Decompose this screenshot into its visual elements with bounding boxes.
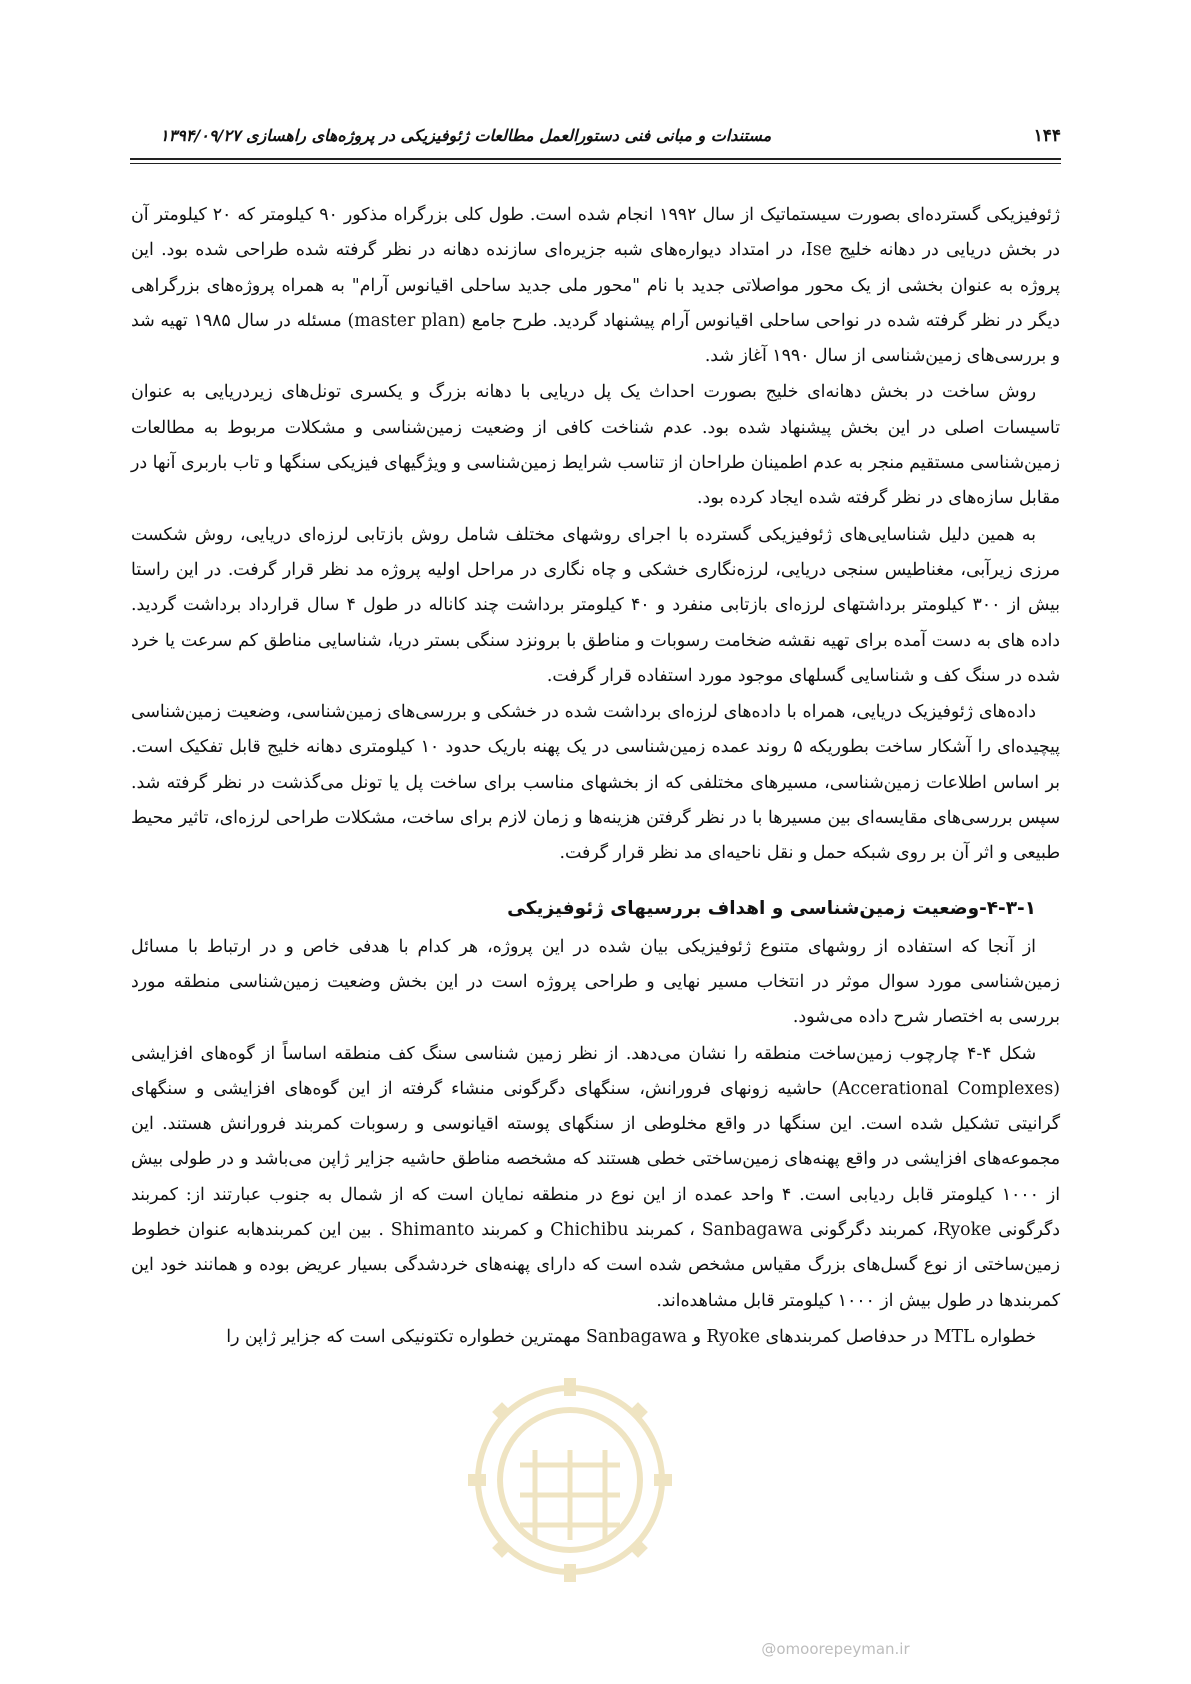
- paragraph: داده‌های ژئوفیزیک دریایی، همراه با داده‌های لرزه‌ای برداشت شده در خشکی و بررسی‌های زمین‌شناسی، وضعیت زمین‌شناسی پیچیده‌ای را آشکار ساخت بطوریکه ۵ روند عمده زمین‌شناسی در یک پهنه باریک حدود ۱۰ کیلومتری دهانه خلیج قابل تفکیک است. بر اساس اطلاعات زمین‌شناسی، مسیرهای مختلفی که از بخشهای مناسب برای ساخت پل یا تونل می‌گذشت در نظر گرفته شد. سپس بررسی‌های مقایسه‌ای بین مسیرها با در نظر گرفتن هزینه‌ها و زمان لازم برای ساخت، مشکلات طراحی لرزه‌ای، تاثیر محیط طبیعی و اثر آن بر روی شبکه حمل و نقل ناحیه‌ای مد نظر قرار گرفت.: [131, 702, 1060, 864]
- header-title: مستندات و مبانی فنی دستورالعمل مطالعات ژئوفیزیکی در پروژه‌های راهسازی: [246, 126, 772, 145]
- header-rule-thin: [130, 163, 1061, 164]
- header-rule-thick: [130, 158, 1061, 160]
- watermark-site-label: @omoorepeyman.ir: [761, 1640, 910, 1658]
- watermark-site: [0, 1640, 1191, 1658]
- paragraph: شکل ۴-۴ چارچوب زمین‌ساخت منطقه را نشان می‌دهد. از نظر زمین شناسی سنگ کف منطقه اساساً از گوه‌های افزایشی (Accerational Complexes) حاشیه زونهای فرورانش، سنگهای دگرگونی منشاء گرفته از این گوه‌های افزایشی و سنگهای گرانیتی تشکیل شده است. این سنگها در واقع مخلوطی از سنگهای پوسته اقیانوسی و رسوبات کمربند فرورانش هستند. این مجموعه‌های افزایشی در واقع پهنه‌های زمین‌ساختی خطی هستند که مشخصه مناطق حاشیه جزایر ژاپن می‌باشد و در طولی بیش از ۱۰۰۰ کیلومتر قابل ردیابی است. ۴ واحد عمده از این نوع در منطقه نمایان است که از شمال به جنوب عبارتند از: کمربند دگرگونی Ryoke، کمربند دگرگونی Sanbagawa ، کمربند Chichibu و کمربند Shimanto . بین این کمربندهابه عنوان خطوط زمین‌ساختی از نوع گسل‌های بزرگ مقیاس مشخص شده است که دارای پهنه‌های خردشدگی بسیار عریض بوده و همانند خود این کمربندها در طول بیش از ۱۰۰۰ کیلومتر قابل مشاهده‌اند.: [131, 1043, 1061, 1311]
- header-date: ۱۳۹۴/۰۹/۲۷: [160, 126, 241, 145]
- at-icon: @: [761, 1640, 777, 1658]
- paragraph: ژئوفیزیکی گسترده‌ای بصورت سیستماتیک از سال ۱۹۹۲ انجام شده است. طول کلی بزرگراه مذکور ۹۰ کیلومتر که ۲۰ کیلومتر آن در بخش دریایی در دهانه خلیج Ise، در امتداد دیواره‌های شبه جزیره‌ای سازنده دهانه در نظر گرفته شده طراحی شده بود. این پروژه به عنوان بخشی از یک محور مواصلاتی جدید با نام "محور ملی جدید ساحلی اقیانوس آرام" به همراه پروژه‌های بزرگراهی دیگر در نظر گرفته شده در نواحی ساحلی اقیانوس آرام پیشنهاد گردید. طرح جامع (master plan) مسئله در سال ۱۹۸۵ تهیه شد و بررسی‌های زمین‌شناسی از سال ۱۹۹۰ آغاز شد.: [131, 205, 1061, 367]
- gear-logo-icon: [465, 1370, 675, 1630]
- running-title: [130, 126, 771, 145]
- paragraph: از آنجا که استفاده از روشهای متنوع ژئوفیزیکی بیان شده در این پروژه، هر کدام با هدفی خاص و در ارتباط با مسائل زمین‌شناسی مورد سوال موثر در انتخاب مسیر نهایی و طراحی پروژه است در این بخش وضعیت زمین‌شناسی منطقه مورد بررسی به اختصار شرح داده می‌شود.: [131, 936, 1060, 1028]
- page-body: [131, 198, 1060, 1356]
- paragraph: خطواره MTL در حدفاصل کمربندهای Ryoke و Sanbagawa مهمترین خطواره تکتونیکی است که جزایر ژاپن را: [226, 1326, 1036, 1347]
- paragraph: روش ساخت در بخش دهانه‌ای خلیج بصورت احداث یک پل دریایی با دهانه بزرگ و یکسری تونل‌های زیردریایی به عنوان تاسیسات اصلی در این بخش پیشنهاد شده بود. عدم شناخت کافی از وضعیت زمین‌شناسی و مشکلات مربوط به مطالعات زمین‌شناسی مستقیم منجر به عدم اطمینان طراحان از تناسب شرایط زمین‌شناسی و ویژگیهای فیزیکی سنگها و تاب باربری آنها در مقابل سازه‌های در نظر گرفته شده ایجاد کرده بود.: [131, 382, 1060, 509]
- paragraph: به همین دلیل شناسایی‌های ژئوفیزیکی گسترده با اجرای روشهای مختلف شامل روش بازتابی لرزه‌ای دریایی، روش شکست مرزی زیرآبی، مغناطیس سنجی دریایی، لرزه‌نگاری خشکی و چاه نگاری در مراحل اولیه پروژه مد نظر قرار گرفت. در این راستا بیش از ۳۰۰ کیلومتر برداشتهای لرزه‌ای بازتابی منفرد و ۴۰ کیلومتر برداشت چند کاناله در طول ۴ سال قرارداد برداشت گردید. داده های به دست آمده برای تهیه نقشه ضخامت رسوبات و مناطق با برونزد سنگی بستر دریا، شناسایی مناطق کم سرعت یا خرد شده در سنگ کف و شناسایی گسلهای موجود مورد استفاده قرار گرفت.: [131, 524, 1060, 686]
- page-number: ۱۴۴: [1033, 126, 1061, 146]
- section-heading: ۴-۳-۱-وضعیت زمین‌شناسی و اهداف بررسیهای ژئوفیزیکی: [507, 897, 1036, 919]
- page-header: [130, 120, 1061, 150]
